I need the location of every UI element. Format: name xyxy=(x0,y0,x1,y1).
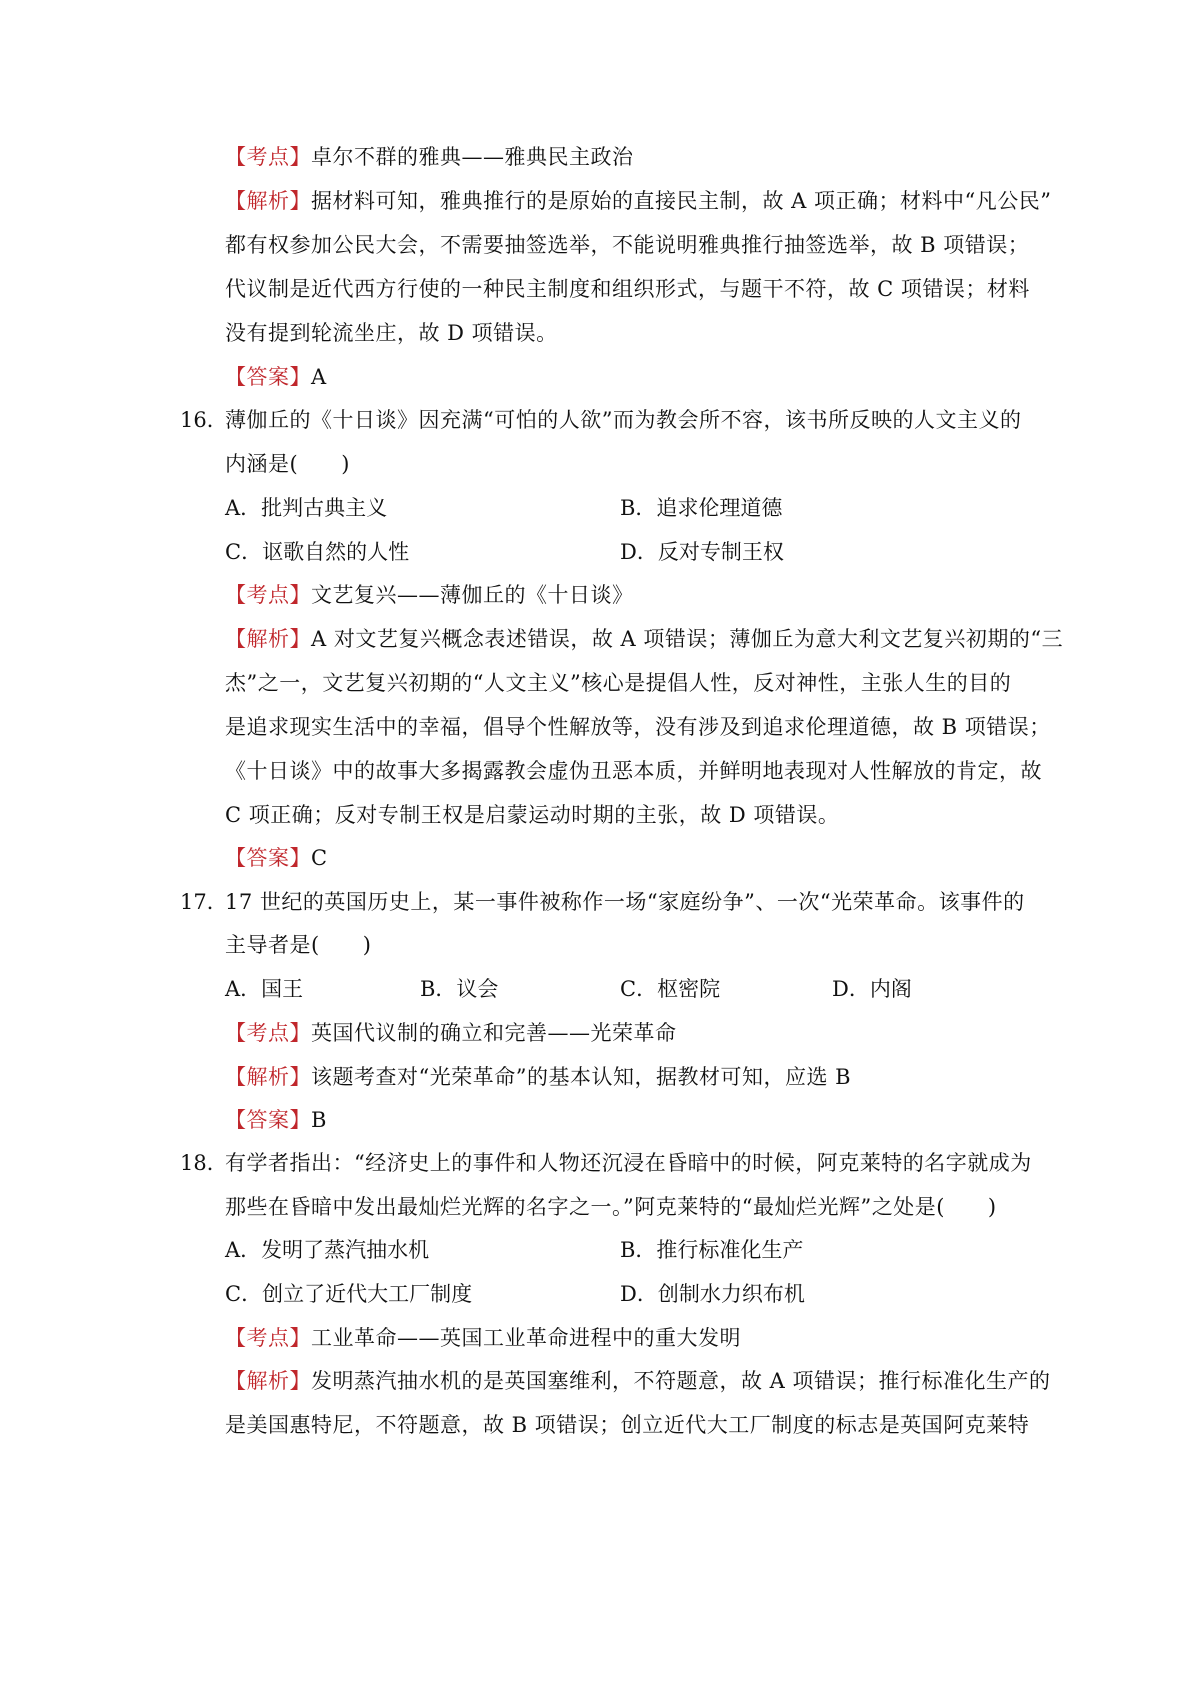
q16-answer-value: C xyxy=(311,846,328,870)
q18-analysis-tag: 【解析】 xyxy=(225,1369,311,1393)
q17-answer-value: B xyxy=(311,1108,327,1132)
q16-analysis-line-4: 《十日谈》中的故事大多揭露教会虚伪丑恶本质，并鲜明地表现对人性解放的肯定，故 xyxy=(225,759,1042,783)
q16-stem-line-1: 薄伽丘的《十日谈》因充满“可怕的人欲”而为教会所不容，该书所反映的人文主义的 xyxy=(225,408,1022,432)
q16-stem-line-2: 内涵是( ) xyxy=(225,452,350,476)
q16-answer-tag: 【答案】 xyxy=(225,846,311,870)
q15-analysis-line-1 xyxy=(225,186,1052,216)
q16-option-b: B．追求伦理道德 xyxy=(620,496,783,520)
q18-stem-line-1: 有学者指出：“经济史上的事件和人物还沉浸在昏暗中的时候，阿克莱特的名字就成为 xyxy=(225,1151,1032,1175)
q15-point-tag: 【考点】 xyxy=(225,145,311,169)
q17-answer-tag: 【答案】 xyxy=(225,1108,311,1132)
q16-answer-line xyxy=(225,843,328,873)
q15-answer-line xyxy=(225,362,327,392)
q18-option-a: A．发明了蒸汽抽水机 xyxy=(225,1238,430,1262)
q17-analysis-text-1: 该题考查对“光荣革命”的基本认知，据教材可知，应选 B xyxy=(311,1065,852,1089)
q18-option-c: C．创立了近代大工厂制度 xyxy=(225,1282,473,1306)
q16-analysis-line-1 xyxy=(225,624,1063,654)
q16-point-line xyxy=(225,580,634,610)
q15-analysis-text-1: 据材料可知，雅典推行的是原始的直接民主制，故 A 项正确；材料中“凡公民” xyxy=(311,189,1052,213)
q17-option-c: C．枢密院 xyxy=(620,977,721,1001)
q15-analysis-tag: 【解析】 xyxy=(225,189,311,213)
q16-analysis-line-5: C 项正确；反对专制王权是启蒙运动时期的主张，故 D 项错误。 xyxy=(225,803,840,827)
q18-point-tag: 【考点】 xyxy=(225,1326,311,1350)
q17-option-a: A．国王 xyxy=(225,977,304,1001)
q16-analysis-tag: 【解析】 xyxy=(225,627,311,651)
q17-analysis-tag: 【解析】 xyxy=(225,1065,311,1089)
q17-number: 17． xyxy=(180,890,228,914)
q16-analysis-line-2: 杰”之一，文艺复兴初期的“人文主义”核心是提倡人性，反对神性，主张人生的目的 xyxy=(225,671,1012,695)
q18-analysis-line-2: 是美国惠特尼，不符题意，故 B 项错误；创立近代大工厂制度的标志是英国阿克莱特 xyxy=(225,1413,1030,1437)
q18-number: 18． xyxy=(180,1151,228,1175)
q18-point-text: 工业革命——英国工业革命进程中的重大发明 xyxy=(311,1326,741,1350)
q17-point-line xyxy=(225,1018,677,1048)
q18-analysis-line-1 xyxy=(225,1366,1051,1396)
q15-answer-tag: 【答案】 xyxy=(225,365,311,389)
q15-point-text: 卓尔不群的雅典——雅典民主政治 xyxy=(311,145,634,169)
q16-point-text: 文艺复兴——薄伽丘的《十日谈》 xyxy=(311,583,634,607)
q16-option-a: A．批判古典主义 xyxy=(225,496,388,520)
q17-option-d: D．内阁 xyxy=(832,977,912,1001)
q16-option-d: D．反对专制王权 xyxy=(620,540,784,564)
q17-analysis-line-1 xyxy=(225,1062,851,1092)
q15-point-line xyxy=(225,142,634,172)
q16-point-tag: 【考点】 xyxy=(225,583,311,607)
q15-analysis-line-4: 没有提到轮流坐庄，故 D 项错误。 xyxy=(225,321,558,345)
q18-stem-line-2: 那些在昏暗中发出最灿烂光辉的名字之一。”阿克莱特的“最灿烂光辉”之处是( ) xyxy=(225,1195,997,1219)
q16-number: 16． xyxy=(180,408,228,432)
q15-analysis-line-3: 代议制是近代西方行使的一种民主制度和组织形式，与题干不符，故 C 项错误；材料 xyxy=(225,277,1030,301)
q17-stem-line-1: 17 世纪的英国历史上，某一事件被称作一场“家庭纷争”、一次“光荣革命。该事件的 xyxy=(225,890,1025,914)
q18-option-b: B．推行标准化生产 xyxy=(620,1238,804,1262)
q17-stem-line-2: 主导者是( ) xyxy=(225,933,372,957)
q16-analysis-text-1: A 对文艺复兴概念表述错误，故 A 项错误；薄伽丘为意大利文艺复兴初期的“三 xyxy=(311,627,1064,651)
q17-point-tag: 【考点】 xyxy=(225,1021,311,1045)
q17-option-b: B．议会 xyxy=(420,977,499,1001)
q15-analysis-line-2: 都有权参加公民大会，不需要抽签选举，不能说明雅典推行抽签选举，故 B 项错误； xyxy=(225,233,1030,257)
q16-analysis-line-3: 是追求现实生活中的幸福，倡导个性解放等，没有涉及到追求伦理道德，故 B 项错误； xyxy=(225,715,1051,739)
q15-answer-value: A xyxy=(311,365,327,389)
q16-option-c: C．讴歌自然的人性 xyxy=(225,540,410,564)
q18-option-d: D．创制水力织布机 xyxy=(620,1282,805,1306)
q18-point-line xyxy=(225,1323,741,1353)
q17-answer-line xyxy=(225,1105,327,1135)
q17-point-text: 英国代议制的确立和完善——光荣革命 xyxy=(311,1021,677,1045)
q18-analysis-text-1: 发明蒸汽抽水机的是英国塞维利，不符题意，故 A 项错误；推行标准化生产的 xyxy=(311,1369,1051,1393)
